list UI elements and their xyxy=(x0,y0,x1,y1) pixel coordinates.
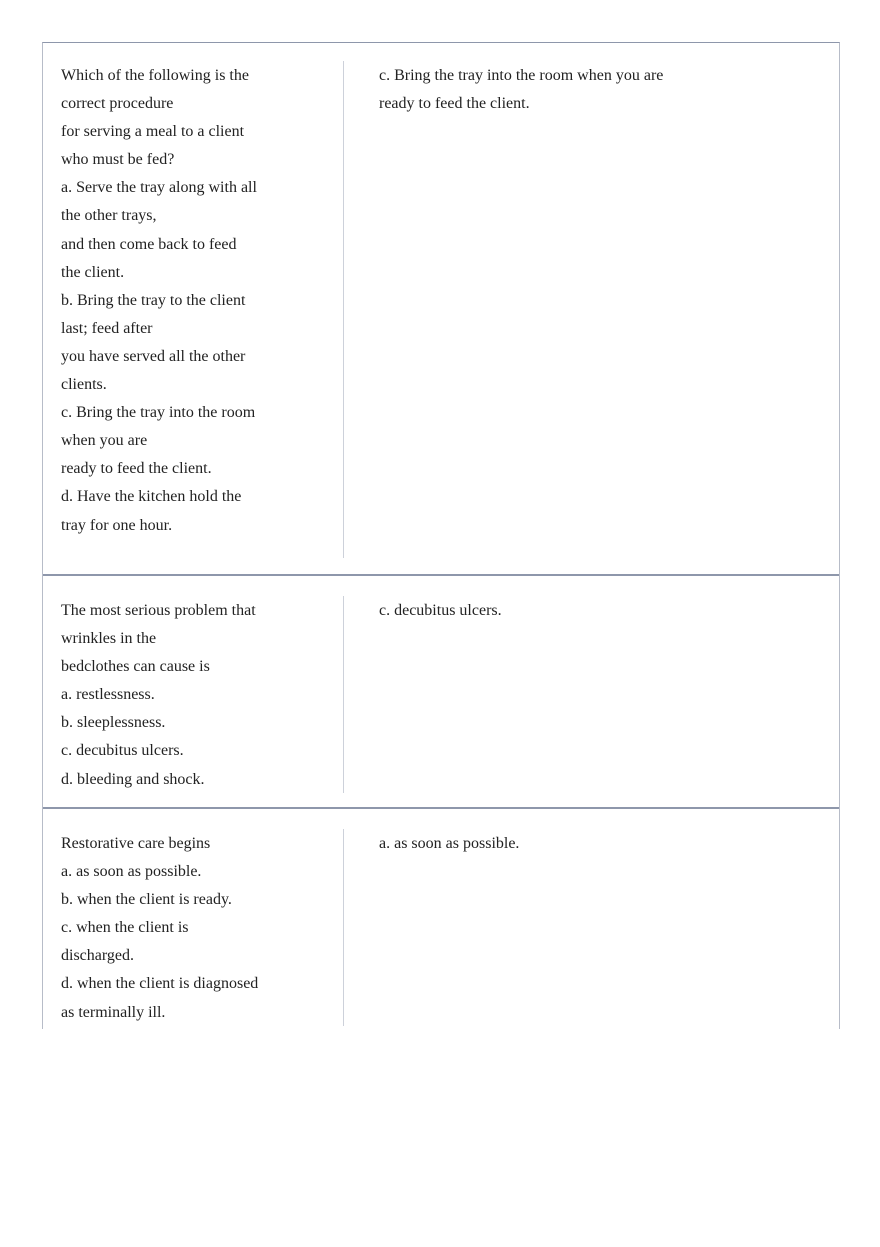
question-line: bedclothes can cause is xyxy=(61,658,210,676)
column-divider xyxy=(343,829,344,1026)
question-line: d. bleeding and shock. xyxy=(61,770,205,788)
answer-line: ready to feed the client. xyxy=(379,95,530,113)
question-line: c. Bring the tray into the room xyxy=(61,404,256,422)
question-line: clients. xyxy=(61,376,107,394)
answer-text xyxy=(379,62,819,118)
question-line: b. when the client is ready. xyxy=(61,891,232,909)
question-line: for serving a meal to a client xyxy=(61,123,245,141)
question-line: d. Have the kitchen hold the xyxy=(61,488,242,506)
question-line: wrinkles in the xyxy=(61,630,157,648)
answer-line: c. Bring the tray into the room when you are xyxy=(379,67,664,84)
question-line: ready to feed the client. xyxy=(61,460,212,478)
question-line: a. as soon as possible. xyxy=(61,863,202,881)
question-line: c. decubitus ulcers. xyxy=(61,742,184,760)
question-line: The most serious problem that xyxy=(61,602,256,619)
question-line: and then come back to feed xyxy=(61,235,237,253)
question-line: as terminally ill. xyxy=(61,1003,166,1021)
question-line: d. when the client is diagnosed xyxy=(61,975,259,993)
flashcard-table xyxy=(42,42,840,1029)
question-text xyxy=(61,830,291,1027)
question-line: last; feed after xyxy=(61,319,153,337)
question-line: correct procedure xyxy=(61,95,174,113)
flashcard-3 xyxy=(43,809,839,1030)
question-line: b. sleeplessness. xyxy=(61,714,166,732)
column-divider xyxy=(343,596,344,793)
answer-line: c. decubitus ulcers. xyxy=(379,602,502,619)
question-line: who must be fed? xyxy=(61,151,175,169)
question-line: the client. xyxy=(61,263,125,281)
answer-line: a. as soon as possible. xyxy=(379,835,520,852)
question-line: when you are xyxy=(61,432,148,450)
question-line: b. Bring the tray to the client xyxy=(61,291,246,309)
column-divider xyxy=(343,61,344,558)
question-line: tray for one hour. xyxy=(61,516,173,534)
question-line: you have served all the other xyxy=(61,347,246,365)
flashcard-1 xyxy=(43,43,839,576)
question-line: discharged. xyxy=(61,947,135,965)
question-line: Restorative care begins xyxy=(61,835,211,852)
question-text xyxy=(61,597,291,794)
question-line: a. restlessness. xyxy=(61,686,155,704)
flashcard-2 xyxy=(43,576,839,809)
answer-text xyxy=(379,597,819,625)
question-line: the other trays, xyxy=(61,207,157,225)
question-text xyxy=(61,62,291,540)
answer-text xyxy=(379,830,819,858)
question-line: a. Serve the tray along with all xyxy=(61,179,257,197)
question-line: c. when the client is xyxy=(61,919,189,937)
question-line: Which of the following is the xyxy=(61,67,249,84)
